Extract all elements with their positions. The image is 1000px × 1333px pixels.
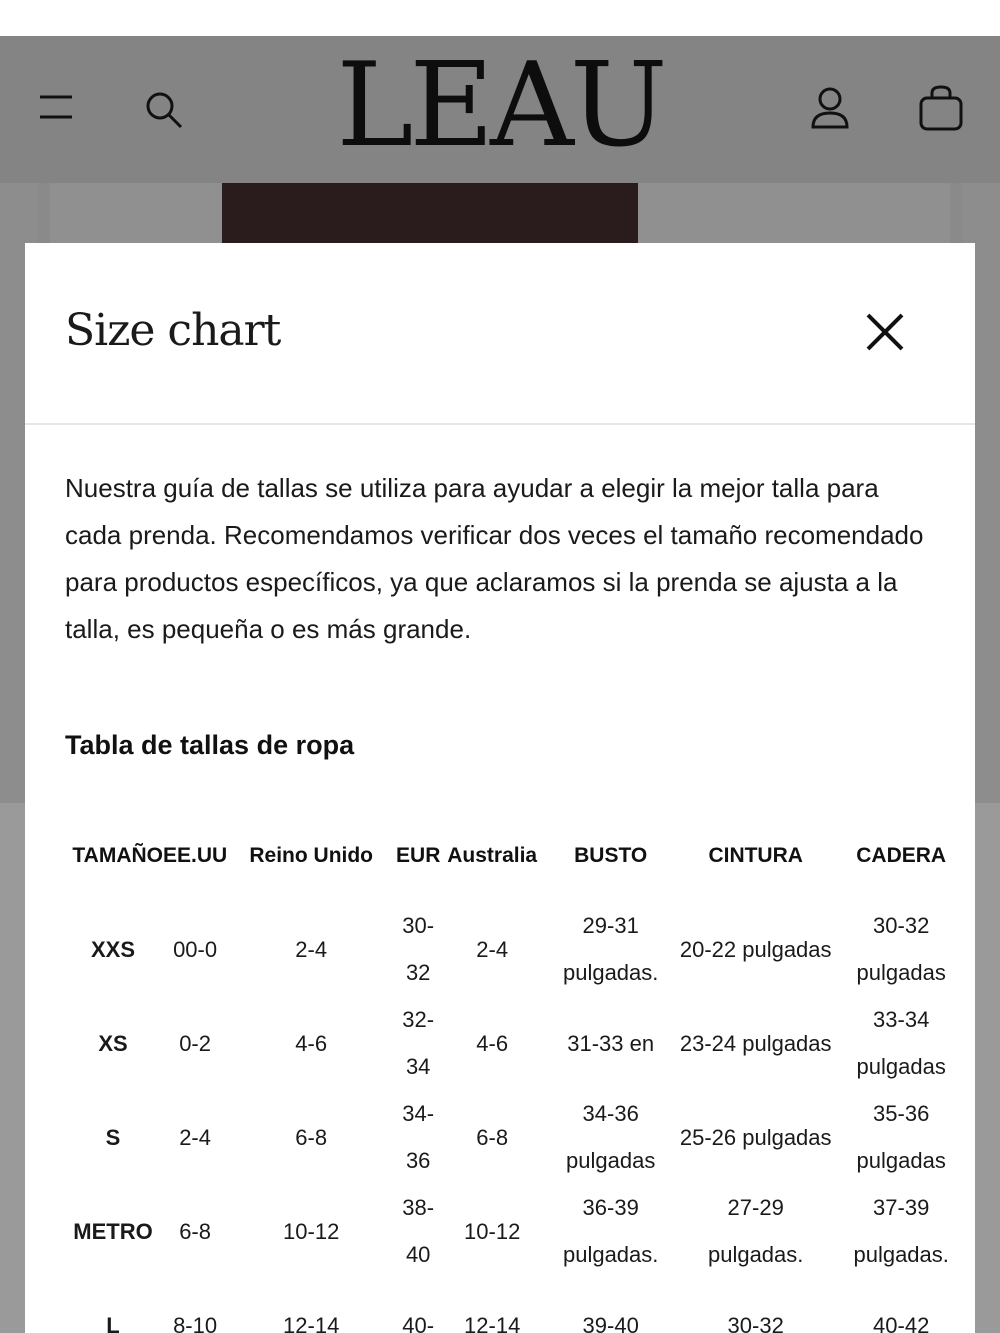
cell-bust: 39-40 xyxy=(582,1312,639,1333)
modal-header xyxy=(25,243,975,425)
cell-size: S xyxy=(105,1124,121,1150)
cell-uk: 10-12 xyxy=(283,1218,340,1244)
cell-australia: 12-14 xyxy=(464,1312,521,1333)
cell-bust: 29-31 pulgadas. xyxy=(562,913,659,985)
table-header-row xyxy=(63,808,969,902)
cell-hip: 33-34 pulgadas xyxy=(856,1007,946,1079)
col-header-uk: Reino Unido xyxy=(249,843,374,867)
cell-waist: 27-29 pulgadas. xyxy=(707,1195,804,1267)
modal-title: Size chart xyxy=(65,305,281,356)
user-icon[interactable] xyxy=(810,86,850,130)
cell-waist: 20-22 pulgadas xyxy=(679,936,832,962)
size-table xyxy=(63,808,969,1333)
menu-icon[interactable] xyxy=(38,93,74,123)
cell-eur: 34-36 xyxy=(402,1101,435,1173)
cell-australia: 10-12 xyxy=(464,1218,521,1244)
col-header-size: TAMAÑO xyxy=(72,843,163,867)
cell-waist: 25-26 pulgadas xyxy=(679,1124,832,1150)
cell-eur: 30-32 xyxy=(402,913,435,985)
cell-uk: 4-6 xyxy=(295,1030,328,1056)
table-row xyxy=(63,1090,969,1184)
cell-size: L xyxy=(106,1312,120,1333)
cell-hip: 40-42 xyxy=(873,1312,930,1333)
table-row xyxy=(63,996,969,1090)
cell-waist: 30-32 xyxy=(727,1312,784,1333)
cell-eur: 38-40 xyxy=(402,1195,435,1267)
cell-eur: 40- xyxy=(402,1312,435,1333)
cell-waist: 23-24 pulgadas xyxy=(679,1030,832,1056)
table-title: Tabla de tallas de ropa xyxy=(65,730,355,760)
cell-us: 6-8 xyxy=(179,1218,211,1244)
size-guide-intro: Nuestra guía de tallas se utiliza para ayudar a elegir la mejor talla para cada prenda. Recomendamos verificar dos veces el tamaño recomendado para productos específicos, ya que aclaramos si la prenda se ajusta a la talla, es pequeña o es más grande. xyxy=(65,473,924,644)
col-header-eur: EUR xyxy=(396,843,441,867)
col-header-hip: CADERA xyxy=(856,843,947,867)
cell-hip: 37-39 pulgadas. xyxy=(853,1195,949,1267)
cell-us: 2-4 xyxy=(179,1124,211,1150)
cell-australia: 6-8 xyxy=(476,1124,509,1150)
status-bar-area xyxy=(0,0,1000,36)
cell-us: 8-10 xyxy=(173,1312,218,1333)
col-header-waist: CINTURA xyxy=(708,843,803,867)
cell-size: METRO xyxy=(73,1218,153,1244)
cell-bust: 36-39 pulgadas. xyxy=(562,1195,659,1267)
cell-uk: 6-8 xyxy=(295,1124,328,1150)
col-header-bust: BUSTO xyxy=(574,843,648,867)
table-row xyxy=(63,1278,969,1333)
cell-size: XS xyxy=(98,1030,128,1056)
brand-logo[interactable]: LEAU xyxy=(336,38,664,173)
cell-us: 00-0 xyxy=(173,936,218,962)
bag-icon[interactable] xyxy=(918,84,964,132)
col-header-us: EE.UU xyxy=(163,843,228,867)
cell-uk: 12-14 xyxy=(283,1312,340,1333)
close-icon[interactable] xyxy=(860,307,910,357)
cell-uk: 2-4 xyxy=(295,936,328,962)
cell-eur: 32-34 xyxy=(402,1007,435,1079)
cell-bust: 31-33 en xyxy=(567,1030,655,1056)
cell-size: XXS xyxy=(90,936,136,962)
cell-australia: 4-6 xyxy=(476,1030,509,1056)
search-icon[interactable] xyxy=(144,90,184,130)
cell-bust: 34-36 pulgadas xyxy=(566,1101,656,1173)
table-row xyxy=(63,1184,969,1278)
cell-us: 0-2 xyxy=(179,1030,211,1056)
cell-hip: 35-36 pulgadas xyxy=(856,1101,946,1173)
size-chart-modal xyxy=(25,243,975,1333)
col-header-australia: Australia xyxy=(447,843,538,867)
cell-australia: 2-4 xyxy=(476,936,509,962)
table-row xyxy=(63,902,969,996)
cell-hip: 30-32 pulgadas xyxy=(856,913,946,985)
